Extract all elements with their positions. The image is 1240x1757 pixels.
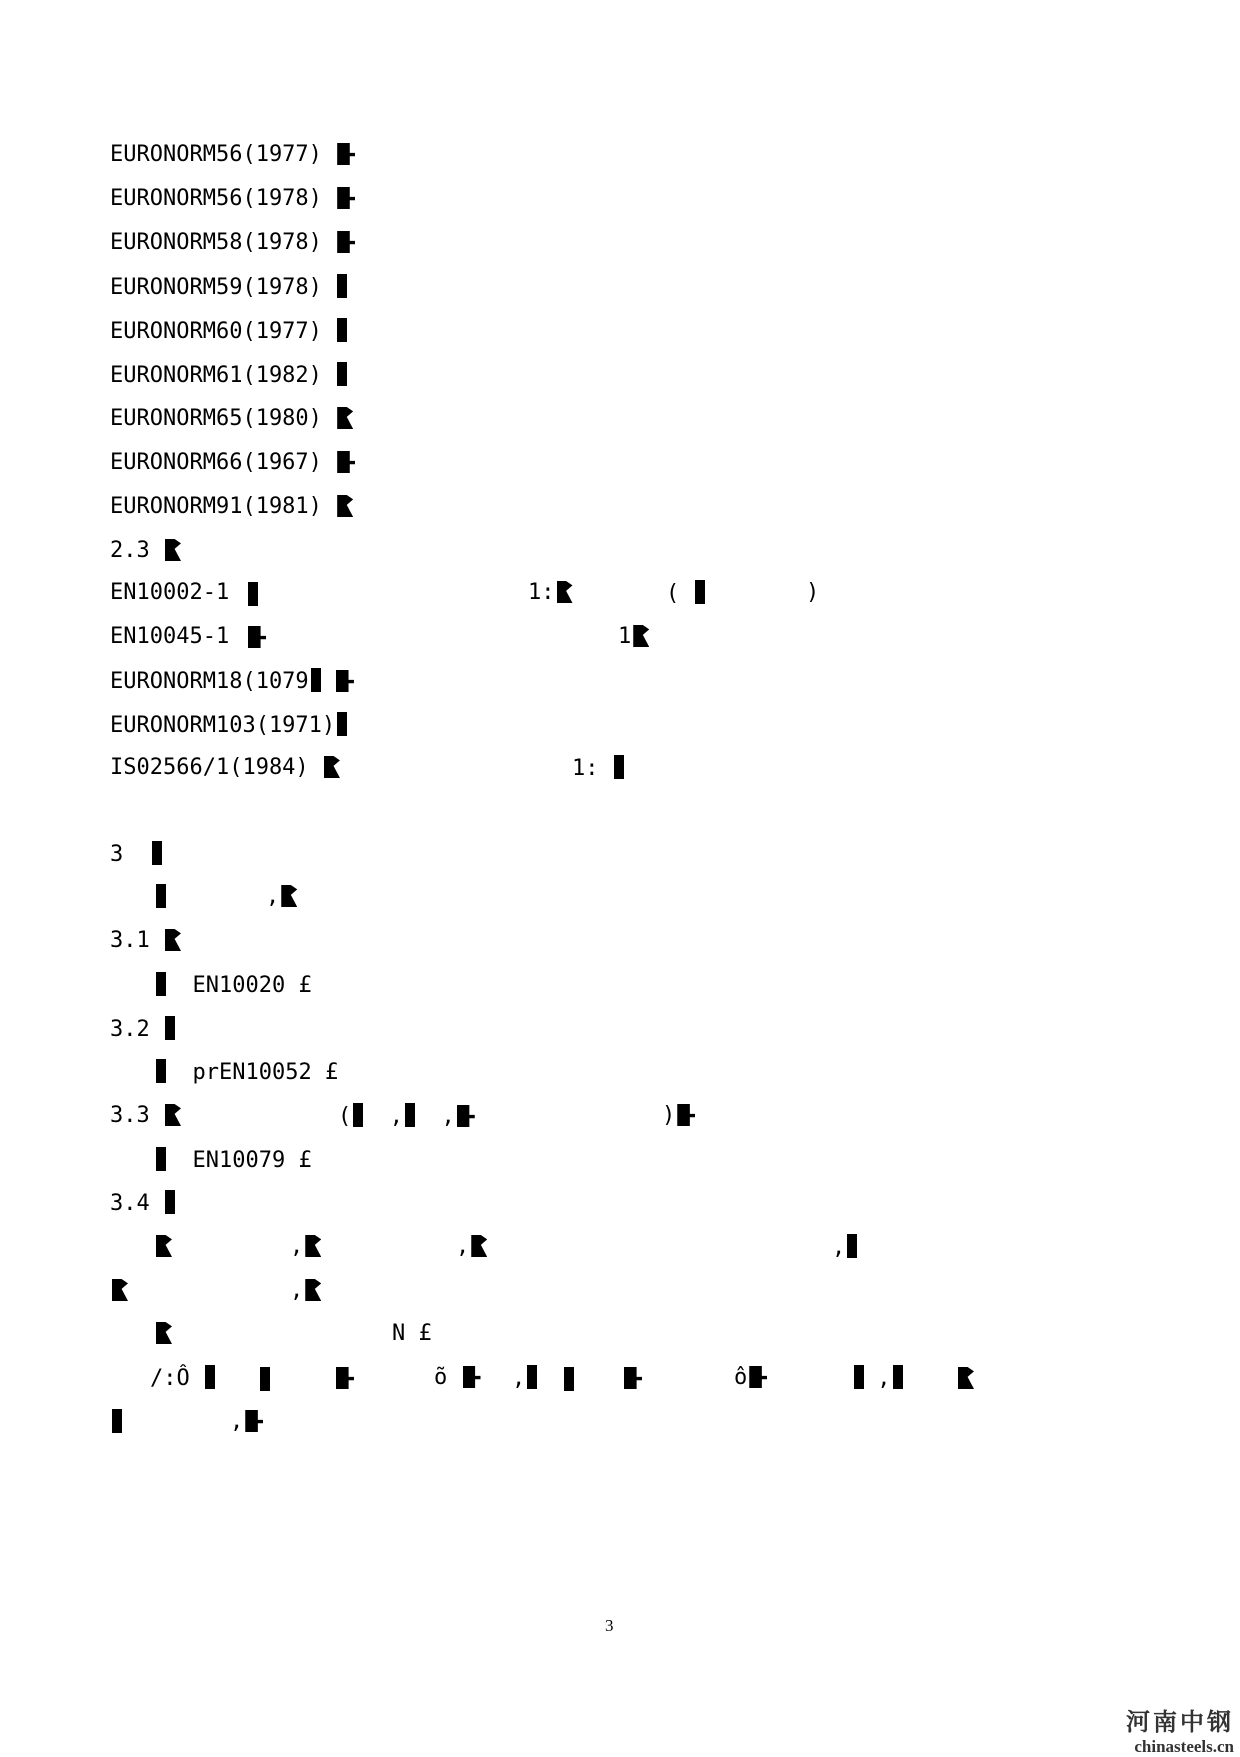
redacted-glyph — [557, 581, 573, 603]
redacted-glyph — [337, 407, 353, 429]
redacted-glyph — [457, 1105, 475, 1127]
reference-line: EN10002-1 — [110, 580, 230, 605]
reference-line: EURONORM65(1980) — [110, 406, 353, 432]
redacted-glyph — [749, 1366, 767, 1388]
section-heading: 3.3 — [110, 1103, 181, 1129]
redacted-glyph — [165, 1016, 175, 1040]
redacted-glyph — [337, 712, 347, 736]
redacted-glyph — [677, 1104, 695, 1126]
redacted-glyph — [336, 1367, 354, 1389]
section-heading: 3.4 — [110, 1190, 175, 1217]
redacted-glyph — [156, 884, 166, 908]
redacted-glyph — [156, 1147, 166, 1171]
paragraph-line — [110, 1278, 128, 1304]
reference-line: EURONORM58(1978) — [110, 230, 355, 256]
reference-line: EURONORM61(1982) — [110, 362, 347, 389]
redacted-glyph — [847, 1234, 857, 1258]
redacted-glyph — [471, 1235, 487, 1257]
reference-line: EURONORM18(1079 — [110, 668, 354, 695]
reference-line: EURONORM56(1978) — [110, 186, 355, 212]
watermark-url: chinasteels.cn — [1134, 1737, 1234, 1756]
section-heading: 3.2 — [110, 1016, 175, 1043]
redacted-glyph — [260, 1367, 270, 1391]
redacted-glyph — [152, 841, 162, 865]
paragraph-line — [154, 1321, 172, 1347]
redacted-glyph — [281, 885, 297, 907]
redacted-glyph — [893, 1365, 903, 1389]
reference-line: IS02566/1(1984) — [110, 755, 340, 781]
paragraph-line: prEN10052 £ — [154, 1059, 338, 1086]
paragraph-line: /:Ô — [150, 1365, 215, 1392]
reference-line: EURONORM59(1978) — [110, 274, 347, 301]
redacted-glyph — [564, 1367, 574, 1391]
redacted-glyph — [156, 1059, 166, 1083]
redacted-glyph — [156, 1322, 172, 1344]
reference-line: EN10045-1 — [110, 624, 230, 649]
redacted-glyph — [245, 1410, 263, 1432]
redacted-glyph — [248, 626, 266, 648]
section-heading: 3 — [110, 841, 162, 868]
section-heading: 2.3 — [110, 538, 181, 564]
redacted-glyph — [336, 670, 354, 692]
redacted-glyph — [337, 187, 355, 209]
redacted-glyph — [165, 539, 181, 561]
redacted-glyph — [337, 274, 347, 298]
redacted-glyph — [854, 1365, 864, 1389]
redacted-glyph — [305, 1279, 321, 1301]
redacted-glyph — [633, 625, 649, 647]
section-heading: 3.1 — [110, 928, 181, 954]
redacted-glyph — [324, 756, 340, 778]
redacted-glyph — [337, 318, 347, 342]
redacted-glyph — [165, 1104, 181, 1126]
redacted-glyph — [112, 1409, 122, 1433]
reference-line: EURONORM91(1981) — [110, 494, 353, 520]
redacted-glyph — [337, 451, 355, 473]
redacted-glyph — [405, 1103, 415, 1127]
paragraph-line: EN10079 £ — [154, 1147, 312, 1174]
redacted-glyph — [337, 231, 355, 253]
redacted-glyph — [527, 1365, 537, 1389]
redacted-glyph — [337, 495, 353, 517]
redacted-glyph — [695, 580, 705, 604]
page-number: 3 — [605, 1616, 614, 1635]
redacted-glyph — [248, 582, 258, 606]
redacted-glyph — [311, 668, 321, 692]
redacted-glyph — [614, 755, 624, 779]
redacted-glyph — [624, 1367, 642, 1389]
redacted-glyph — [112, 1279, 128, 1301]
redacted-glyph — [958, 1367, 974, 1389]
reference-line: EURONORM60(1977) — [110, 318, 347, 345]
redacted-glyph — [337, 362, 347, 386]
reference-line: EURONORM56(1977) — [110, 142, 355, 168]
watermark — [1126, 1702, 1234, 1757]
paragraph-line — [110, 1409, 122, 1436]
redacted-glyph — [205, 1365, 215, 1389]
reference-line: EURONORM66(1967) — [110, 450, 355, 476]
redacted-glyph — [156, 1235, 172, 1257]
redacted-glyph — [156, 972, 166, 996]
paragraph-line — [154, 884, 166, 911]
reference-line: EURONORM103(1971) — [110, 712, 347, 739]
paragraph-line — [154, 1234, 172, 1260]
redacted-glyph — [337, 143, 355, 165]
redacted-glyph — [165, 929, 181, 951]
redacted-glyph — [353, 1103, 363, 1127]
redacted-glyph — [463, 1366, 481, 1388]
redacted-glyph — [165, 1190, 175, 1214]
redacted-glyph — [305, 1235, 321, 1257]
watermark-name: 河南中钢 — [1126, 1709, 1234, 1736]
paragraph-line: EN10020 £ — [154, 972, 312, 999]
